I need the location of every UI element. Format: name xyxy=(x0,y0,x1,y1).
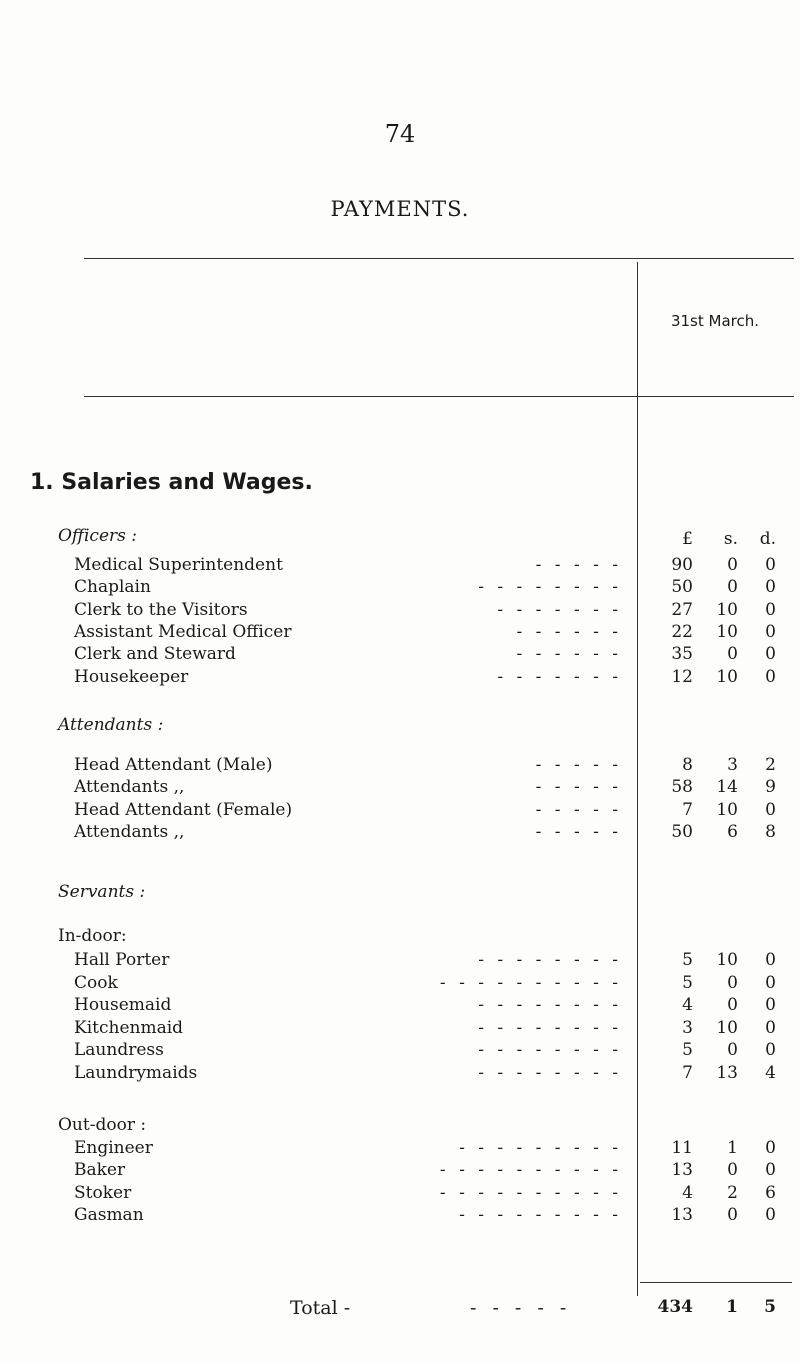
row-label: Attendants ,, xyxy=(74,777,185,798)
row-leader-dashes: - - - - - - - - xyxy=(478,995,622,1015)
row-leader-dashes: - - - - - xyxy=(535,555,622,575)
row-shillings: 10 xyxy=(716,799,738,820)
row-leader-dashes: - - - - - - - - xyxy=(478,1017,622,1038)
row-pence: 4 xyxy=(765,1062,776,1083)
row-pounds: 5 xyxy=(682,950,693,970)
row-pence: 9 xyxy=(765,777,776,798)
row-label: Medical Superintendent xyxy=(74,555,283,575)
row-leader-dashes: - - - - - xyxy=(535,821,622,842)
row-pounds: 4 xyxy=(682,995,693,1015)
unit-pence: d. xyxy=(759,529,776,549)
group-title-officers: Officers : xyxy=(58,526,137,546)
row-pounds: 8 xyxy=(682,755,693,775)
row-shillings: 14 xyxy=(716,777,738,798)
row-shillings: 3 xyxy=(727,755,738,775)
row-shillings: 10 xyxy=(716,1017,738,1038)
row-leader-dashes: - - - - - - - xyxy=(497,599,622,620)
row-shillings: 13 xyxy=(716,1062,738,1083)
row-pounds: 13 xyxy=(671,1160,693,1181)
table-row xyxy=(0,822,800,845)
row-label: Clerk to the Visitors xyxy=(74,599,248,620)
table-row xyxy=(0,555,800,578)
row-pence: 0 xyxy=(765,1017,776,1038)
row-leader-dashes: - - - - - - - - - xyxy=(459,1204,622,1225)
subgroup-title-in-door: In-door: xyxy=(58,926,127,946)
row-pence: 0 xyxy=(765,577,776,598)
row-shillings: 10 xyxy=(716,599,738,620)
row-pence: 6 xyxy=(765,1182,776,1203)
page-number: 74 xyxy=(384,120,416,148)
row-label: Assistant Medical Officer xyxy=(74,621,292,642)
total-rule xyxy=(640,1282,792,1283)
row-pence: 2 xyxy=(765,755,776,775)
row-label: Laundrymaids xyxy=(74,1062,198,1083)
row-pounds: 22 xyxy=(671,621,693,642)
row-label: Clerk and Steward xyxy=(74,644,236,665)
row-shillings: 10 xyxy=(716,666,738,687)
row-pence: 0 xyxy=(765,995,776,1015)
row-label: Hall Porter xyxy=(74,950,170,970)
row-pence: 0 xyxy=(765,666,776,687)
row-pounds: 3 xyxy=(682,1017,693,1038)
header-rule xyxy=(84,396,794,397)
row-leader-dashes: - - - - - xyxy=(535,777,622,798)
table-row xyxy=(0,577,800,600)
row-pence: 0 xyxy=(765,621,776,642)
row-leader-dashes: - - - - - - - - - - xyxy=(439,1160,622,1181)
row-pence: 0 xyxy=(765,972,776,993)
row-pounds: 7 xyxy=(682,1062,693,1083)
total-dashes: - - - - - xyxy=(470,1297,572,1319)
table-row xyxy=(0,1040,800,1063)
row-pence: 0 xyxy=(765,1204,776,1225)
column-header: 31st March. xyxy=(670,312,760,330)
row-label: Attendants ,, xyxy=(74,821,185,842)
row-pounds: 11 xyxy=(671,1138,693,1158)
row-leader-dashes: - - - - - - - - xyxy=(478,1040,622,1060)
row-leader-dashes: - - - - - - - - xyxy=(478,950,622,970)
row-label: Cook xyxy=(74,972,118,993)
row-pence: 0 xyxy=(765,599,776,620)
group-title-attendants: Attendants : xyxy=(58,715,164,735)
row-label: Engineer xyxy=(74,1138,153,1158)
row-pounds: 12 xyxy=(671,666,693,687)
total-pounds: 434 xyxy=(657,1297,693,1317)
row-pence: 0 xyxy=(765,799,776,820)
table-row xyxy=(0,777,800,800)
row-pounds: 35 xyxy=(671,644,693,665)
row-leader-dashes: - - - - - - - - - - xyxy=(439,972,622,993)
unit-pounds: £ xyxy=(682,529,693,549)
row-leader-dashes: - - - - - - - - xyxy=(478,1062,622,1083)
row-pounds: 90 xyxy=(671,555,693,575)
table-row xyxy=(0,1063,800,1086)
table-row xyxy=(0,600,800,623)
row-shillings: 0 xyxy=(727,1204,738,1225)
row-label: Chaplain xyxy=(74,577,151,598)
table-row xyxy=(0,1138,800,1161)
table-row xyxy=(0,1205,800,1228)
row-leader-dashes: - - - - - - - - - xyxy=(459,1138,622,1158)
row-shillings: 0 xyxy=(727,644,738,665)
row-pounds: 13 xyxy=(671,1204,693,1225)
table-row xyxy=(0,995,800,1018)
row-label: Baker xyxy=(74,1160,126,1181)
row-pence: 0 xyxy=(765,950,776,970)
row-pounds: 50 xyxy=(671,821,693,842)
row-leader-dashes: - - - - - xyxy=(535,799,622,820)
row-shillings: 10 xyxy=(716,621,738,642)
row-leader-dashes: - - - - - - xyxy=(516,644,622,665)
row-label: Head Attendant (Male) xyxy=(74,755,273,775)
row-label: Kitchenmaid xyxy=(74,1017,184,1038)
row-pence: 0 xyxy=(765,1138,776,1158)
row-pounds: 58 xyxy=(671,777,693,798)
row-pounds: 50 xyxy=(671,577,693,598)
group-title-servants: Servants : xyxy=(58,882,146,902)
row-shillings: 0 xyxy=(727,555,738,575)
row-shillings: 2 xyxy=(727,1182,738,1203)
row-label: Head Attendant (Female) xyxy=(74,799,293,820)
row-leader-dashes: - - - - - - - - - - xyxy=(439,1182,622,1203)
table-row xyxy=(0,755,800,778)
page-heading: PAYMENTS. xyxy=(330,197,470,221)
row-pounds: 5 xyxy=(682,1040,693,1060)
row-shillings: 0 xyxy=(727,1160,738,1181)
row-pounds: 4 xyxy=(682,1182,693,1203)
total-label: Total - xyxy=(290,1297,351,1319)
row-leader-dashes: - - - - - xyxy=(535,755,622,775)
row-shillings: 0 xyxy=(727,1040,738,1060)
row-label: Housekeeper xyxy=(74,666,189,687)
row-leader-dashes: - - - - - - xyxy=(516,621,622,642)
table-row xyxy=(0,622,800,645)
row-shillings: 1 xyxy=(727,1138,738,1158)
row-pence: 0 xyxy=(765,1160,776,1181)
total-pence: 5 xyxy=(764,1297,776,1317)
row-shillings: 0 xyxy=(727,972,738,993)
row-label: Stoker xyxy=(74,1182,132,1203)
table-row xyxy=(0,644,800,667)
table-row xyxy=(0,950,800,973)
row-label: Gasman xyxy=(74,1204,144,1225)
row-label: Housemaid xyxy=(74,995,172,1015)
row-pounds: 7 xyxy=(682,799,693,820)
row-shillings: 6 xyxy=(727,821,738,842)
table-row xyxy=(0,800,800,823)
table-row xyxy=(0,973,800,996)
row-shillings: 0 xyxy=(727,577,738,598)
row-leader-dashes: - - - - - - - xyxy=(497,666,622,687)
row-shillings: 0 xyxy=(727,995,738,1015)
total-shillings: 1 xyxy=(726,1297,738,1317)
table-row xyxy=(0,1018,800,1041)
section-title: 1. Salaries and Wages. xyxy=(30,470,313,495)
table-row xyxy=(0,1160,800,1183)
table-row xyxy=(0,1183,800,1206)
row-leader-dashes: - - - - - - - - xyxy=(478,577,622,598)
row-pounds: 27 xyxy=(671,599,693,620)
row-pence: 8 xyxy=(765,821,776,842)
row-label: Laundress xyxy=(74,1040,164,1060)
row-pence: 0 xyxy=(765,644,776,665)
row-pence: 0 xyxy=(765,555,776,575)
subgroup-title-out-door: Out-door : xyxy=(58,1115,147,1135)
row-pence: 0 xyxy=(765,1040,776,1060)
table-row xyxy=(0,667,800,690)
unit-shillings: s. xyxy=(723,529,738,549)
row-shillings: 10 xyxy=(716,950,738,970)
row-pounds: 5 xyxy=(682,972,693,993)
